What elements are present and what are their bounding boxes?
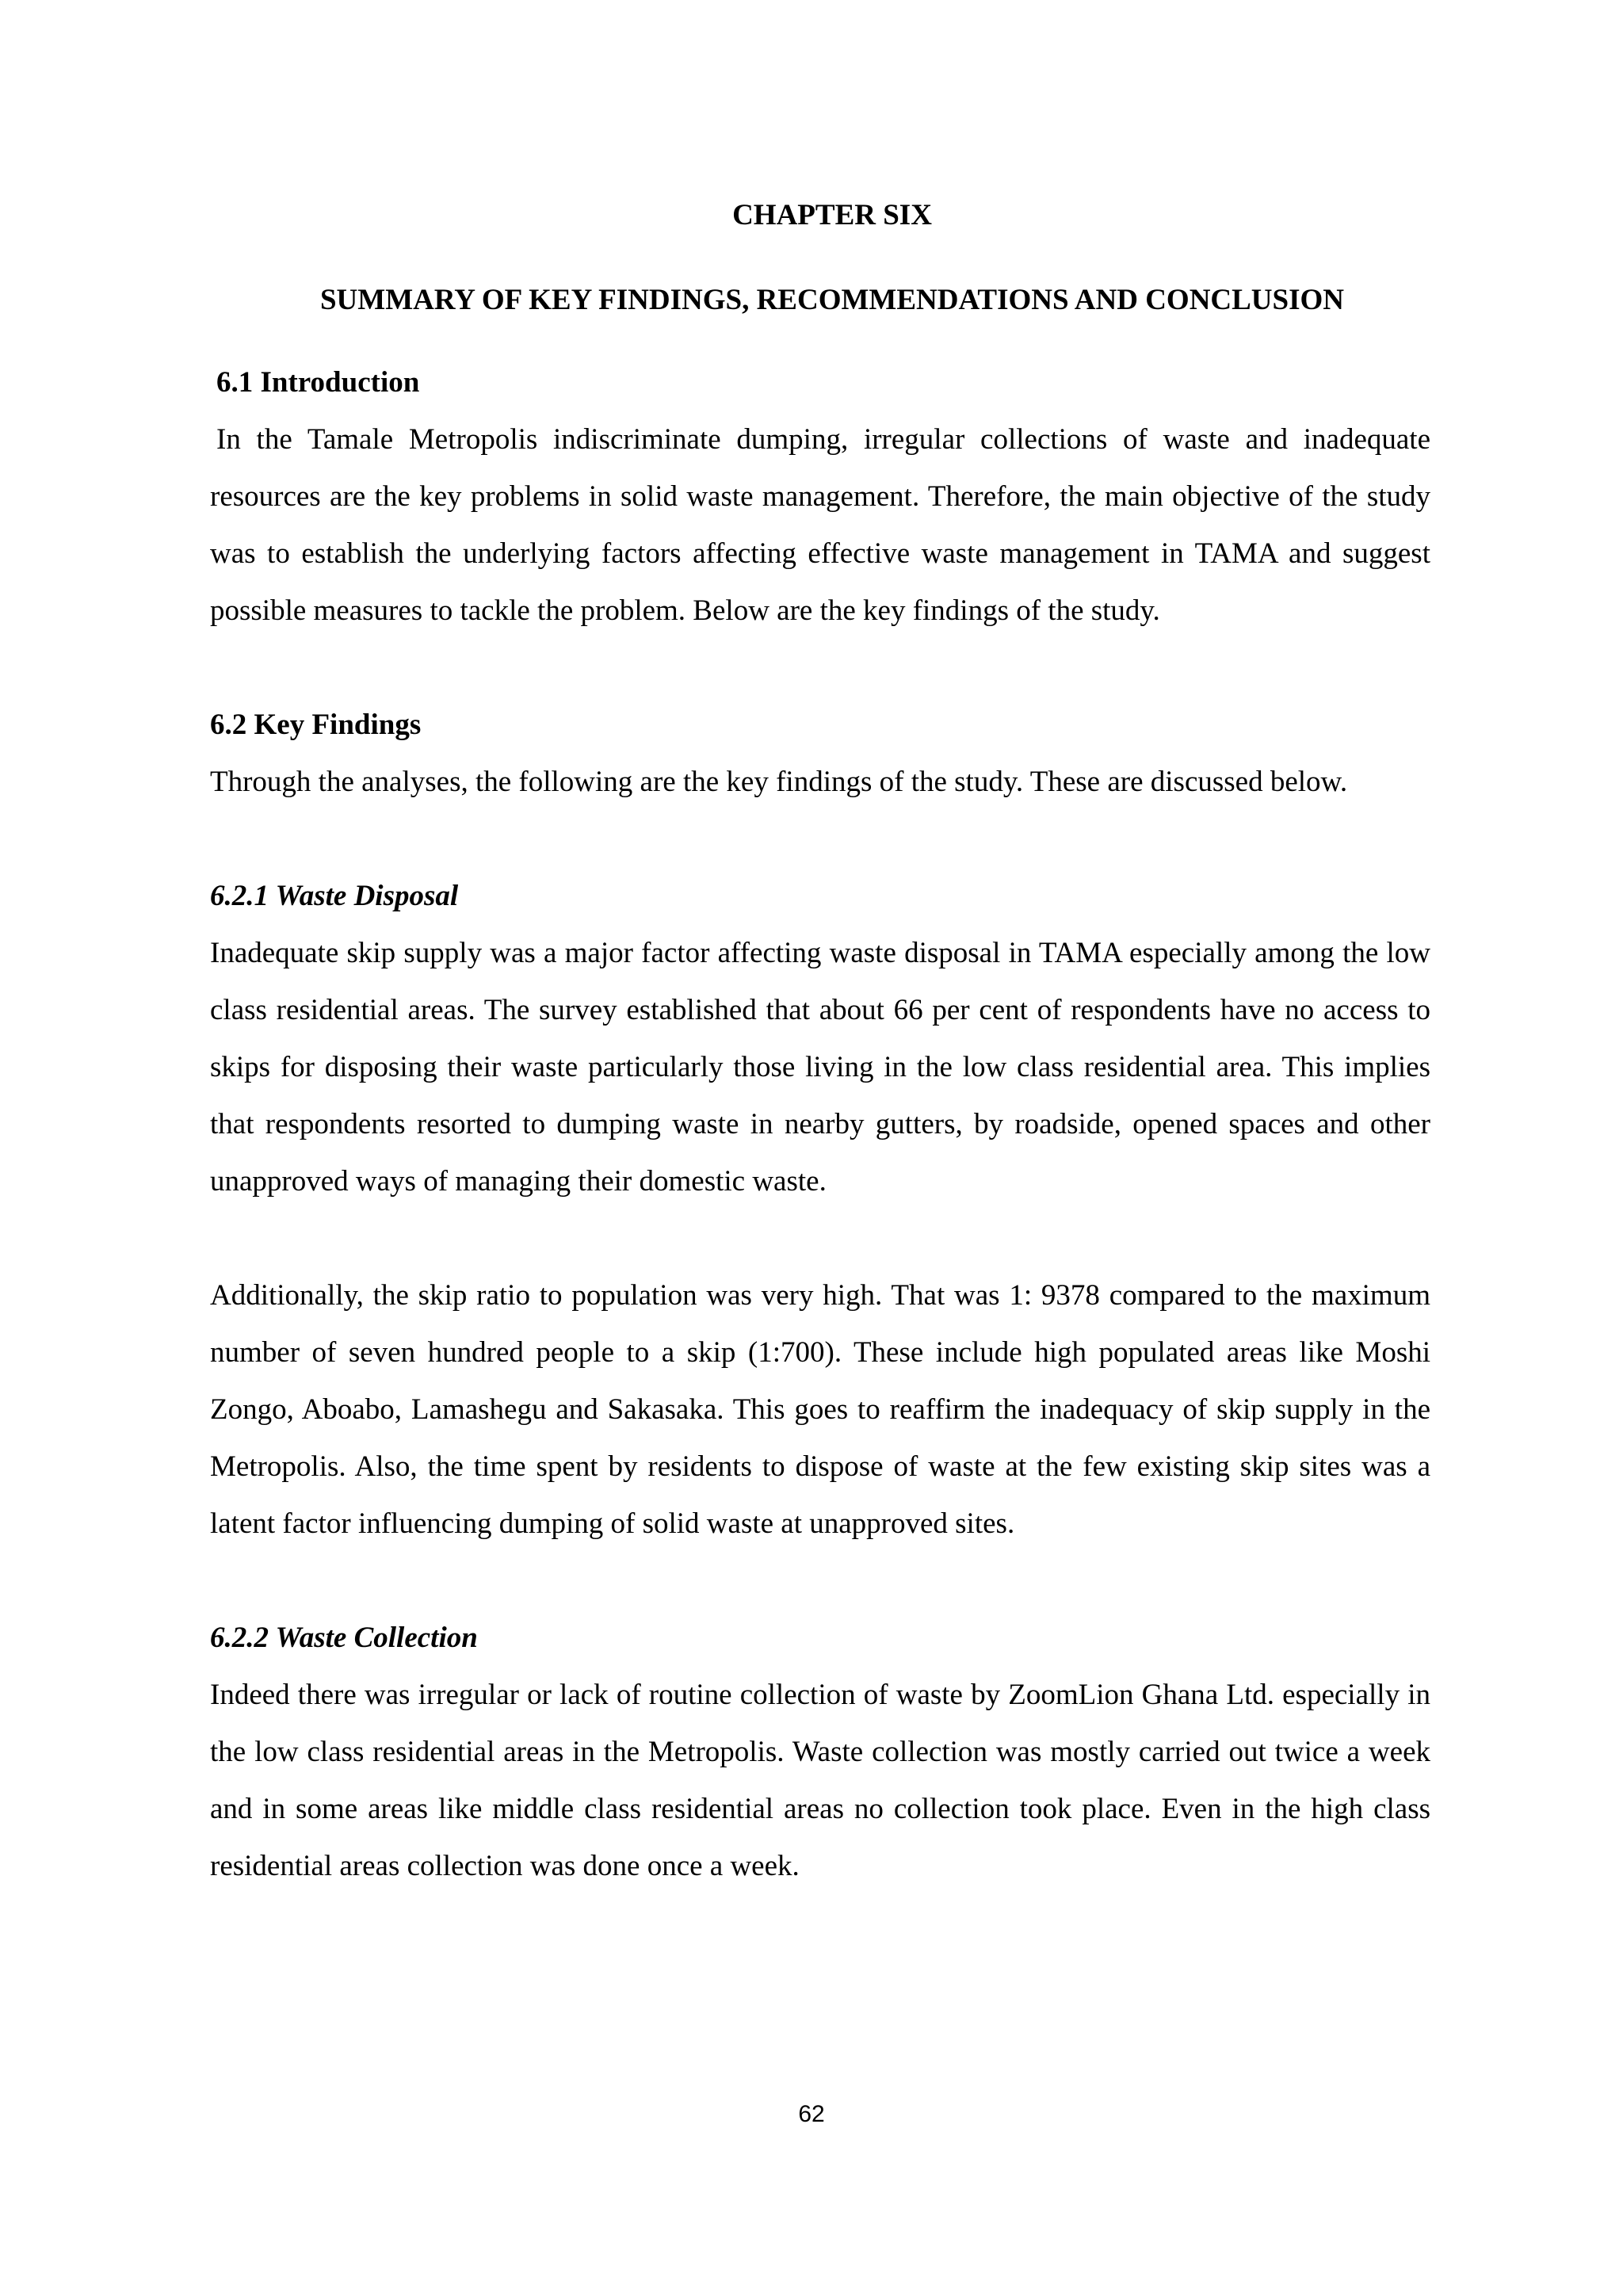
- section-heading-introduction: 6.1 Introduction: [216, 366, 420, 399]
- waste-collection-paragraph-1: Indeed there was irregular or lack of routine collection of waste by ZoomLion Ghana Ltd. especially in the low class residential areas in the Metropolis. Waste collection was mostly carried out twice a week and in some areas like middle class residential areas no collection took place. Even in the high class residential areas collection was done once a week.: [210, 1679, 1430, 1882]
- paragraph-spacer: [210, 1210, 1430, 1267]
- chapter-title: CHAPTER SIX: [732, 199, 932, 231]
- waste-disposal-paragraph-2: Additionally, the skip ratio to population was very high. That was 1: 9378 compared to the maximum number of seven hundred people to a skip (1:700). These include high populated areas like Moshi Zongo, Aboabo, Lamashegu and Sakasaka. This goes to reaffirm the inadequacy of skip supply in the Metropolis. Also, the time spent by residents to dispose of waste at the few existing skip sites was a latent factor influencing dumping of solid waste at unapproved sites.: [210, 1279, 1430, 1540]
- introduction-paragraph: In the Tamale Metropolis indiscriminate dumping, irregular collections of waste and inadequate resources are the key problems in solid waste management. Therefore, the main objective of the study was to establish the underlying factors affecting effective waste management in TAMA and suggest possible measures to tackle the problem. Below are the key findings of the study.: [210, 423, 1430, 627]
- chapter-subtitle: SUMMARY OF KEY FINDINGS, RECOMMENDATIONS AND CONCLUSION: [319, 284, 1345, 316]
- section-spacer: [210, 1553, 1430, 1610]
- page-content: [210, 190, 1430, 1895]
- page-number: 62: [798, 2101, 825, 2127]
- section-waste-disposal: [210, 868, 1430, 1553]
- section-introduction: [210, 354, 1430, 640]
- section-heading-key-findings: 6.2 Key Findings: [210, 709, 422, 741]
- section-key-findings: [210, 697, 1430, 811]
- section-spacer: [210, 640, 1430, 697]
- waste-disposal-paragraph-1: Inadequate skip supply was a major factor affecting waste disposal in TAMA especially among the low class residential areas. The survey established that about 66 per cent of respondents have no access to skips for disposing their waste particularly those living in the low class residential area. This implies that respondents resorted to dumping waste in nearby gutters, by roadside, opened spaces and other unapproved ways of managing their domestic waste.: [210, 937, 1430, 1198]
- section-spacer: [210, 811, 1430, 868]
- key-findings-paragraph: Through the analyses, the following are the key findings of the study. These are discussed below.: [210, 766, 1348, 798]
- section-waste-collection: [210, 1610, 1430, 1895]
- subsection-heading-waste-collection: 6.2.2 Waste Collection: [210, 1622, 478, 1654]
- subsection-heading-waste-disposal: 6.2.1 Waste Disposal: [210, 880, 459, 912]
